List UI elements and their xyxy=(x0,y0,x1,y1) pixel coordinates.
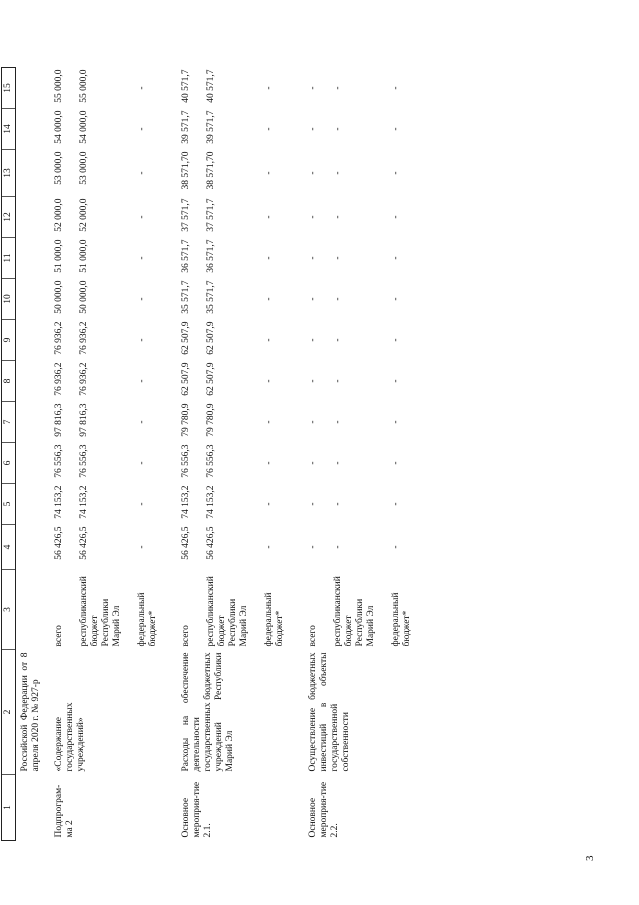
funding-value: 50 000,0 xyxy=(79,280,89,314)
funding-source: федеральный бюджет* xyxy=(264,592,285,647)
funding-value: - xyxy=(308,420,318,424)
program-name: Расходы на обеспечение деятельности государственных бюджетных учреждений Республики Марий Эл xyxy=(181,652,235,772)
funding-value: 54 000,0 xyxy=(79,110,89,144)
funding-value: - xyxy=(308,86,318,90)
funding-value: - xyxy=(264,420,274,424)
program-label: Основное мероприя-тие 2.2. xyxy=(308,781,340,838)
funding-value: - xyxy=(308,502,318,506)
funding-value: 53 000,0 xyxy=(54,151,64,185)
funding-value: - xyxy=(308,256,318,260)
page-number: 3 xyxy=(584,855,596,861)
funding-value: 37 571,7 xyxy=(181,198,191,232)
column-number: 9 xyxy=(2,320,16,361)
funding-value: - xyxy=(308,338,318,342)
funding-value: 39 571,7 xyxy=(181,110,191,144)
funding-value: - xyxy=(333,338,343,342)
funding-value: 62 507,9 xyxy=(181,321,191,355)
column-number: 1 xyxy=(2,775,16,841)
funding-source: республиканский бюджет Республики Марий Эл xyxy=(206,576,249,647)
funding-value: 76 936,2 xyxy=(79,321,89,355)
funding-value: - xyxy=(391,502,401,506)
funding-value: - xyxy=(137,297,147,301)
funding-value: - xyxy=(137,461,147,465)
funding-value: 52 000,0 xyxy=(54,198,64,232)
column-number: 4 xyxy=(2,525,16,570)
funding-value: - xyxy=(137,379,147,383)
funding-value: 56 426,5 xyxy=(181,526,191,560)
funding-value: - xyxy=(333,502,343,506)
funding-value: - xyxy=(333,297,343,301)
funding-value: 53 000,0 xyxy=(79,151,89,185)
funding-value: 40 571,7 xyxy=(206,69,216,103)
program-label: Основное мероприя-тие 2.1. xyxy=(181,781,213,838)
funding-value: - xyxy=(333,127,343,131)
funding-value: 76 556,3 xyxy=(79,444,89,478)
funding-value: 56 426,5 xyxy=(206,526,216,560)
funding-value: 97 816,3 xyxy=(54,403,64,437)
funding-value: 38 571,70 xyxy=(206,151,216,190)
funding-value: 38 571,70 xyxy=(181,151,191,190)
table-row xyxy=(179,68,204,841)
column-number: 12 xyxy=(2,197,16,238)
funding-value: 76 936,2 xyxy=(54,362,64,396)
funding-value: - xyxy=(391,545,401,549)
funding-source: республиканский бюджет Республики Марий Эл xyxy=(79,576,122,647)
funding-value: - xyxy=(137,338,147,342)
funding-source: республиканский бюджет Республики Марий Эл xyxy=(333,576,376,647)
column-number: 14 xyxy=(2,109,16,150)
funding-source: всего xyxy=(308,625,318,647)
column-number-row xyxy=(2,68,16,841)
continuation-text: Российской Федерации от 8 апреля 2020 г. № 927-р xyxy=(20,652,41,772)
column-number: 13 xyxy=(2,150,16,197)
funding-source: всего xyxy=(54,625,64,647)
funding-value: 62 507,9 xyxy=(206,362,216,396)
funding-value: 35 571,7 xyxy=(206,280,216,314)
table-row xyxy=(52,68,77,841)
funding-value: - xyxy=(333,215,343,219)
funding-value: - xyxy=(308,545,318,549)
funding-value: - xyxy=(264,256,274,260)
funding-value: - xyxy=(264,297,274,301)
funding-value: - xyxy=(391,461,401,465)
funding-value: 55 000,0 xyxy=(79,69,89,103)
funding-value: 76 556,3 xyxy=(54,444,64,478)
funding-value: 74 153,2 xyxy=(79,485,89,519)
funding-value: - xyxy=(137,502,147,506)
column-number: 10 xyxy=(2,279,16,320)
funding-value: - xyxy=(333,171,343,175)
funding-value: - xyxy=(137,545,147,549)
funding-value: - xyxy=(264,86,274,90)
funding-value: - xyxy=(264,127,274,131)
funding-value: 74 153,2 xyxy=(206,485,216,519)
funding-value: - xyxy=(308,461,318,465)
funding-source: федеральный бюджет* xyxy=(137,592,158,647)
funding-source: федеральный бюджет* xyxy=(391,592,412,647)
funding-value: - xyxy=(264,545,274,549)
funding-value: - xyxy=(308,379,318,383)
funding-value: 39 571,7 xyxy=(206,110,216,144)
funding-value: - xyxy=(308,171,318,175)
funding-value: - xyxy=(264,338,274,342)
funding-value: 55 000,0 xyxy=(54,69,64,103)
funding-value: - xyxy=(391,171,401,175)
funding-value: 74 153,2 xyxy=(181,485,191,519)
funding-value: 74 153,2 xyxy=(54,485,64,519)
funding-value: - xyxy=(333,379,343,383)
funding-value: 51 000,0 xyxy=(79,239,89,273)
budget-table xyxy=(1,67,433,841)
funding-value: 35 571,7 xyxy=(181,280,191,314)
funding-value: 79 780,9 xyxy=(181,403,191,437)
funding-value: - xyxy=(333,256,343,260)
program-name: «Содержание государственных учреждений» xyxy=(54,702,86,772)
funding-value: - xyxy=(264,502,274,506)
funding-value: - xyxy=(137,127,147,131)
funding-value: - xyxy=(333,86,343,90)
funding-value: - xyxy=(137,256,147,260)
funding-value: - xyxy=(391,256,401,260)
continuation-row xyxy=(16,68,53,841)
table-row xyxy=(306,68,331,841)
funding-value: - xyxy=(137,420,147,424)
funding-value: - xyxy=(308,297,318,301)
funding-value: 56 426,5 xyxy=(79,526,89,560)
column-number: 2 xyxy=(2,650,16,775)
column-number: 7 xyxy=(2,402,16,443)
funding-value: 50 000,0 xyxy=(54,280,64,314)
funding-value: - xyxy=(333,461,343,465)
funding-value: 37 571,7 xyxy=(206,198,216,232)
column-number: 15 xyxy=(2,68,16,109)
funding-value: 36 571,7 xyxy=(181,239,191,273)
funding-value: - xyxy=(264,461,274,465)
funding-value: 76 556,3 xyxy=(206,444,216,478)
funding-value: - xyxy=(264,379,274,383)
column-number: 5 xyxy=(2,484,16,525)
funding-value: 62 507,9 xyxy=(181,362,191,396)
funding-value: - xyxy=(308,127,318,131)
funding-value: 62 507,9 xyxy=(206,321,216,355)
funding-value: - xyxy=(391,420,401,424)
program-label: Подпрограм-ма 2 xyxy=(54,784,75,838)
funding-value: - xyxy=(391,86,401,90)
funding-value: - xyxy=(391,297,401,301)
funding-value: 79 780,9 xyxy=(206,403,216,437)
funding-value: 76 556,3 xyxy=(181,444,191,478)
funding-value: - xyxy=(137,86,147,90)
funding-value: 40 571,7 xyxy=(181,69,191,103)
funding-value: - xyxy=(333,545,343,549)
funding-value: 52 000,0 xyxy=(79,198,89,232)
funding-value: - xyxy=(264,215,274,219)
column-number: 3 xyxy=(2,570,16,650)
funding-value: 97 816,3 xyxy=(79,403,89,437)
funding-value: - xyxy=(391,127,401,131)
funding-value: - xyxy=(333,420,343,424)
column-number: 8 xyxy=(2,361,16,402)
funding-value: - xyxy=(391,215,401,219)
funding-value: 76 936,2 xyxy=(79,362,89,396)
funding-value: - xyxy=(137,171,147,175)
table-body xyxy=(2,68,434,841)
funding-value: 54 000,0 xyxy=(54,110,64,144)
funding-value: 51 000,0 xyxy=(54,239,64,273)
funding-value: - xyxy=(391,379,401,383)
funding-value: - xyxy=(137,215,147,219)
column-number: 6 xyxy=(2,443,16,484)
column-number: 11 xyxy=(2,238,16,279)
program-name: Осуществление бюджетных инвестиций в объекты государственной собственности xyxy=(308,652,351,772)
funding-value: - xyxy=(391,338,401,342)
funding-source: всего xyxy=(181,625,191,647)
funding-value: 36 571,7 xyxy=(206,239,216,273)
funding-value: 76 936,2 xyxy=(54,321,64,355)
funding-value: - xyxy=(264,171,274,175)
funding-value: 56 426,5 xyxy=(54,526,64,560)
funding-value: - xyxy=(308,215,318,219)
